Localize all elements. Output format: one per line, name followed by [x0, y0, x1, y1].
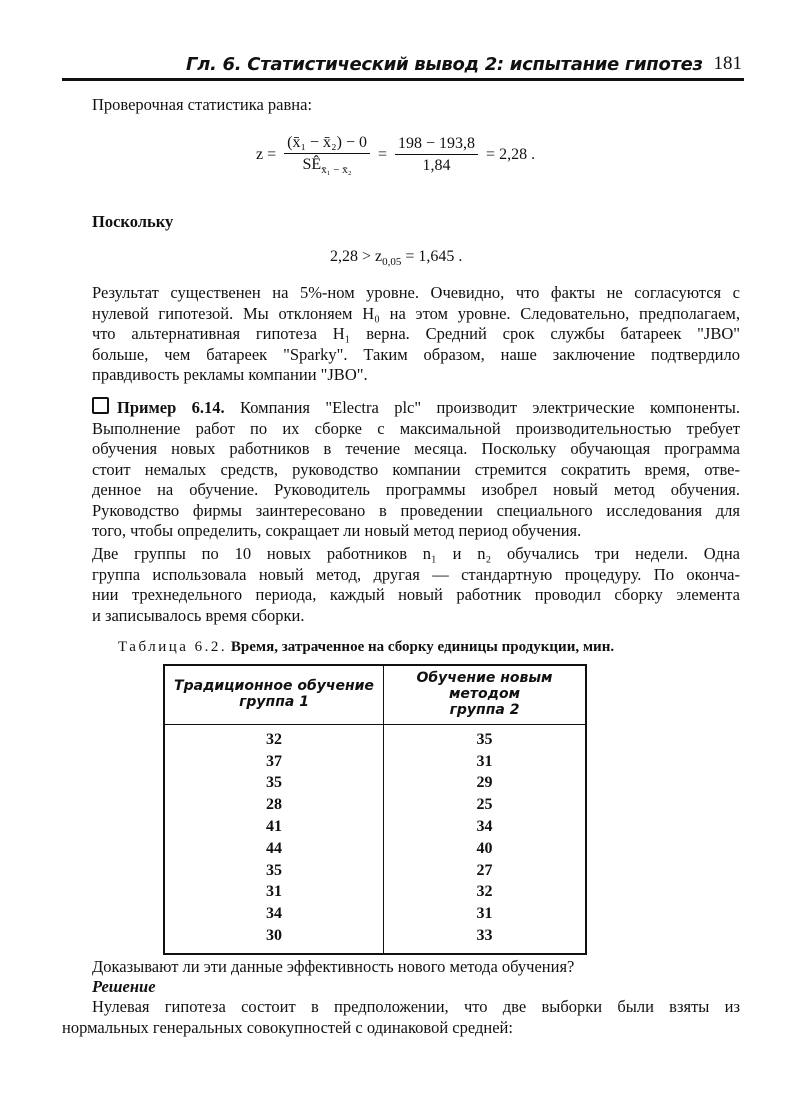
table-row — [164, 725, 586, 751]
text-line: нормальных генеральных совокупностей с одинаковой средней: — [62, 1017, 513, 1037]
cell-group2: 35 — [476, 730, 493, 748]
se-symbol: SÊ — [302, 156, 322, 173]
column-header-group1 — [164, 665, 384, 725]
page-number: 181 — [713, 53, 742, 74]
cell-group1: 28 — [164, 794, 384, 816]
table-row — [164, 838, 586, 860]
example-label: Пример 6.14. — [117, 398, 225, 417]
cell-group1: 31 — [164, 882, 384, 904]
cell-group1: 32 — [164, 725, 384, 751]
fraction-numeric — [395, 135, 478, 175]
cell-group2: 40 — [476, 839, 493, 857]
intro-text: Проверочная статистика равна: — [92, 95, 313, 114]
fraction-symbolic — [284, 134, 370, 176]
table-row — [164, 882, 586, 904]
cell-group1: 30 — [164, 925, 384, 954]
cell-group1: 35 — [164, 860, 384, 882]
question-text: Доказывают ли эти данные эффективность нового метода обучения? — [92, 957, 575, 976]
se-subscript: x̄₁ − x̄₂ — [321, 164, 352, 177]
equals-sign: = — [377, 145, 388, 163]
z-formula — [256, 134, 535, 176]
text-line: правдивость рекламы компании "JBO". — [92, 365, 368, 384]
text-line: Компания "Electra plc" производит электрические компоненты. — [240, 398, 740, 417]
cell-group2: 34 — [476, 818, 493, 836]
cell-group1: 35 — [164, 773, 384, 795]
text-line: Результат существенен на 5%-ном уровне. Очевидно, что факты не согласуются с — [92, 283, 740, 302]
text-line: денное на обучение. Руководитель программы изобрел новый метод обучения. — [92, 480, 740, 499]
table-row — [164, 794, 586, 816]
header-line: группа 2 — [449, 702, 520, 718]
caption-text: Время, затраченное на сборку единицы продукции, мин. — [230, 639, 615, 655]
since-text: Поскольку — [92, 212, 174, 231]
table-row — [164, 860, 586, 882]
cell-group2: 32 — [476, 883, 493, 901]
text-line: Нулевая гипотеза состоит в предположении, что две выборки были взяты из — [92, 997, 740, 1016]
text-line: Выполнение работ по их сборке с максимальной производительностью требует — [92, 418, 740, 438]
cell-group2: 31 — [476, 752, 493, 770]
running-header — [62, 52, 744, 81]
fraction-denominator — [284, 154, 370, 176]
cell-group2: 33 — [476, 927, 493, 945]
fraction-numerator: (x̄₁ − x̄₂) − 0 — [284, 134, 370, 154]
header-line: Обучение новым методом — [416, 670, 553, 702]
text-line: нулевой гипотезой. Мы отклоняем H₀ на этом уровне. Следовательно, предполагаем, — [92, 303, 740, 323]
conclusion-paragraph — [92, 283, 740, 386]
text-line: Две группы по 10 новых работников n₁ и n₂ обучались три недели. Одна — [92, 544, 740, 563]
text-line: и записывалось время сборки. — [92, 605, 305, 625]
table-caption — [118, 639, 614, 656]
table-row — [164, 751, 586, 773]
example-paragraph — [92, 397, 740, 542]
solution-label: Решение — [92, 977, 156, 996]
text-line: больше, чем батареек "Sparky". Таким образом, наше заключение подтвердило — [92, 344, 740, 364]
cell-group2: 29 — [476, 774, 493, 792]
cell-group2: 31 — [476, 905, 493, 923]
text-line: группа использовала новый метод, другая — стандартную процедуру. По оконча- — [92, 564, 740, 584]
fraction-denominator: 1,84 — [422, 157, 451, 175]
solution-paragraph — [62, 997, 740, 1038]
training-time-table — [163, 664, 587, 955]
formula-right: = 1,645 . — [401, 248, 463, 265]
table-row — [164, 816, 586, 838]
text-line: стоит немалых средств, руководство компании стремится сократить время, отве- — [92, 459, 740, 479]
formula-result: = 2,28 . — [486, 145, 536, 163]
cell-group1: 44 — [164, 838, 384, 860]
cell-group1: 34 — [164, 903, 384, 925]
table-row — [164, 903, 586, 925]
formula-lhs: z = — [256, 145, 277, 163]
text-line: того, чтобы определить, сокращает ли новый метод период обучения. — [92, 521, 582, 540]
column-header-group2 — [384, 665, 587, 725]
table-header-row — [164, 665, 586, 725]
cell-group2: 27 — [476, 861, 493, 879]
fraction-numerator: 198 − 193,8 — [395, 135, 478, 155]
example-box-icon — [92, 397, 109, 414]
groups-paragraph — [92, 544, 740, 626]
text-line: что альтернативная гипотеза H₁ верна. Средний срок службы батареек "JBO" — [92, 324, 740, 343]
cell-group1: 37 — [164, 751, 384, 773]
critical-value-formula — [330, 248, 462, 268]
table-row — [164, 773, 586, 795]
text-line: обучения новых работников в течение месяца. Поскольку обучающая программа — [92, 439, 740, 458]
table-row — [164, 925, 586, 954]
chapter-title: Гл. 6. Статистический вывод 2: испытание гипотез — [186, 54, 703, 75]
example-first-line — [92, 397, 740, 419]
formula-left: 2,28 > z — [330, 248, 383, 265]
header-line: Традиционное обучение — [174, 678, 374, 694]
alpha-subscript: 0,05 — [382, 256, 402, 269]
header-line: группа 1 — [239, 694, 309, 710]
cell-group1: 41 — [164, 816, 384, 838]
text-line: Руководство фирмы заинтересовано в проведении специального исследования для — [92, 500, 740, 520]
caption-label: Таблица 6.2. — [118, 639, 228, 655]
cell-group2: 25 — [476, 796, 493, 814]
text-line: нии трехнедельного периода, каждый новый работник проводил сборку элемента — [92, 585, 740, 604]
